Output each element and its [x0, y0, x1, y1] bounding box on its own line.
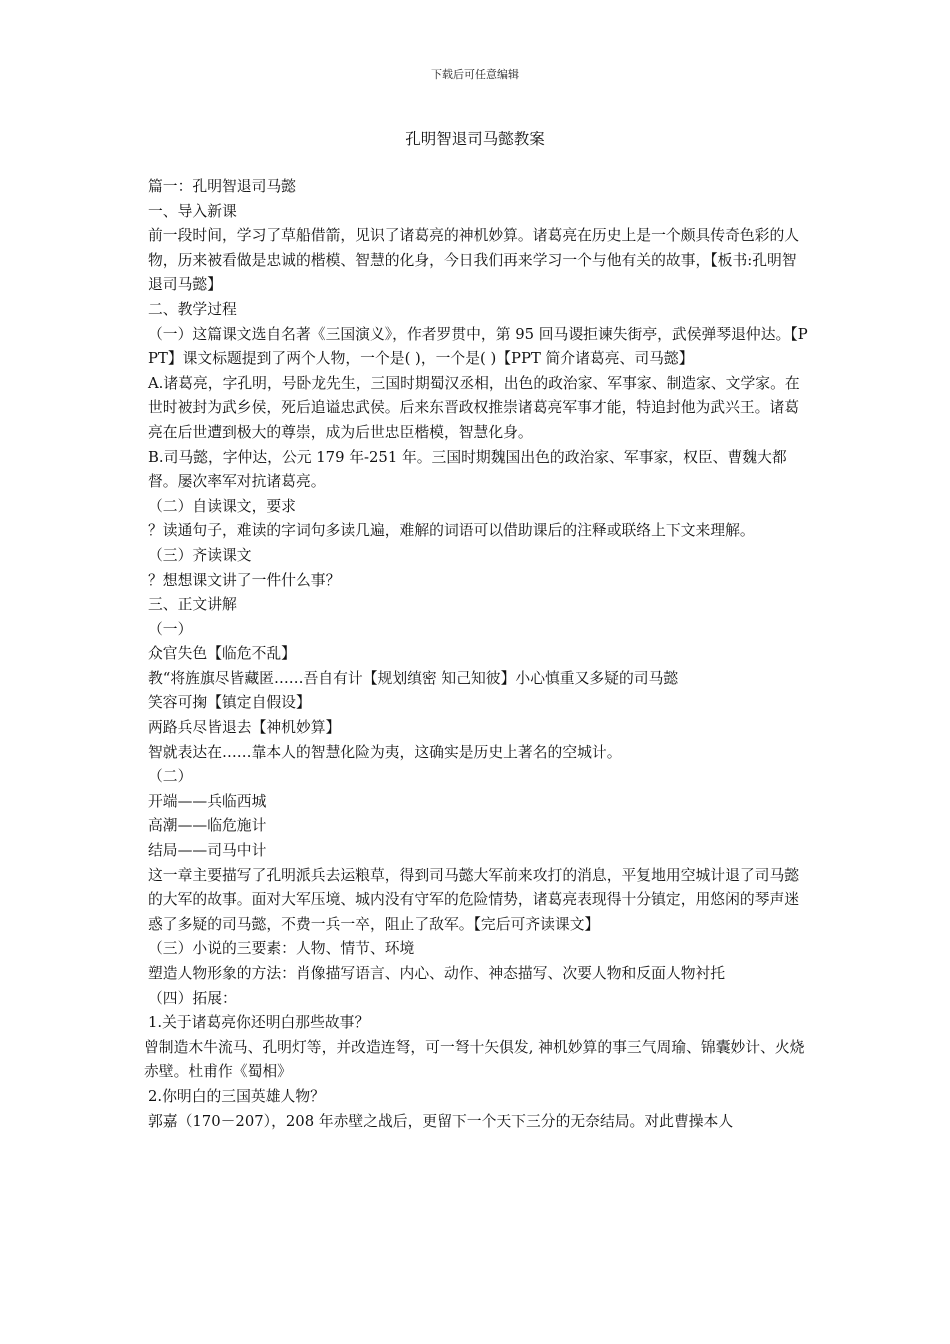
subsection-heading: （四）拓展：	[148, 989, 237, 1007]
list-item: 结局——司马中计	[148, 842, 267, 860]
paragraph: 这一章主要描写了孔明派兵去运粮草，得到司马懿大军前来攻打的消息，平复地用空城计退了司马懿的大军的故事。面对大军压境、城内没有守军的危险情势，诸葛亮表现得十分镇定，用悠闲的琴声迷惑了多疑的司马懿，不费一兵一卒，阻止了敌军。【完后可齐读课文】	[148, 866, 800, 933]
paragraph: 前一段时间，学习了草船借箭，见识了诸葛亮的神机妙算。诸葛亮在历史上是一个颇具传奇色彩的人物，历来被看做是忠诚的楷模、智慧的化身，今日我们再来学习一个与他有关的故事，【板书:孔明智退司马懿】	[148, 227, 800, 294]
subsection-heading: （一）	[148, 620, 193, 638]
paragraph: 塑造人物形象的方法：肖像描写语言、内心、动作、神态描写、次要人物和反面人物衬托	[148, 965, 726, 982]
paragraph: 1.关于诸葛亮你还明白那些故事？	[148, 1014, 370, 1032]
paragraph: ？读通句子，难读的字词句多读几遍，难解的词语可以借助课后的注释或联络上下文来理解。	[148, 522, 755, 540]
paragraph: 郭嘉（170－207），208 年赤壁之战后，更留下一个天下三分的无奈结局。对此曹操本人	[148, 1112, 734, 1130]
paragraph: 教“将旌旗尽皆藏匿……吾自有计【规划缜密 知己知彼】小心慎重又多疑的司马懿	[148, 669, 679, 687]
document-body	[144, 175, 808, 1134]
paragraph: A.诸葛亮，字孔明，号卧龙先生，三国时期蜀汉丞相，出色的政治家、军事家、制造家、文学家。在世时被封为武乡侯，死后追谥忠武侯。后来东晋政权推崇诸葛亮军事才能，特追封他为武兴王。诸葛亮在后世遭到极大的尊崇，成为后世忠臣楷模，智慧化身。	[148, 374, 800, 441]
document-title: 孔明智退司马懿教案	[405, 130, 545, 148]
paragraph: ？想想课文讲了一件什么事？	[148, 571, 341, 589]
paragraph: B.司马懿，字仲达，公元 179 年-251 年。三国时期魏国出色的政治家、军事家，权臣、曹魏大都督。屡次率军对抗诸葛亮。	[148, 448, 787, 491]
paragraph: 笑容可掬【镇定自假设】	[148, 694, 311, 712]
section-heading: 篇一：孔明智退司马懿	[148, 178, 296, 195]
list-item: 高潮——临危施计	[148, 817, 267, 835]
page-header-note: 下载后可任意编辑	[431, 68, 519, 81]
paragraph: （一）这篇课文选自名著《三国演义》，作者罗贯中，第 95 回马谡拒谏失街亭，武侯弹琴退仲达。【PPT】课文标题提到了两个人物，一个是( )，一个是( )【PPT 简介诸葛亮、司马懿】	[148, 325, 808, 368]
subsection-heading: （二）自读课文，要求	[148, 497, 296, 515]
section-heading: 二、教学过程	[148, 300, 237, 318]
section-heading: 三、正文讲解	[148, 596, 237, 614]
paragraph: 众官失色【临危不乱】	[148, 645, 296, 663]
subsection-heading: （二）	[148, 768, 193, 786]
subsection-heading: （三）齐读课文	[148, 546, 252, 564]
paragraph: 2.你明白的三国英雄人物？	[148, 1087, 325, 1105]
section-heading: 一、导入新课	[148, 202, 237, 220]
paragraph: 曾制造木牛流马、孔明灯等，并改造连弩，可一弩十矢俱发, 神机妙算的事三气周瑜、锦囊妙计、火烧赤壁。杜甫作《蜀相》	[144, 1038, 805, 1081]
paragraph: 智就表达在……靠本人的智慧化险为夷，这确实是历史上著名的空城计。	[148, 743, 622, 761]
paragraph: 两路兵尽皆退去【神机妙算】	[148, 719, 341, 737]
subsection-heading: （三）小说的三要素：人物、情节、环境	[148, 940, 415, 958]
list-item: 开端——兵临西城	[148, 792, 267, 810]
